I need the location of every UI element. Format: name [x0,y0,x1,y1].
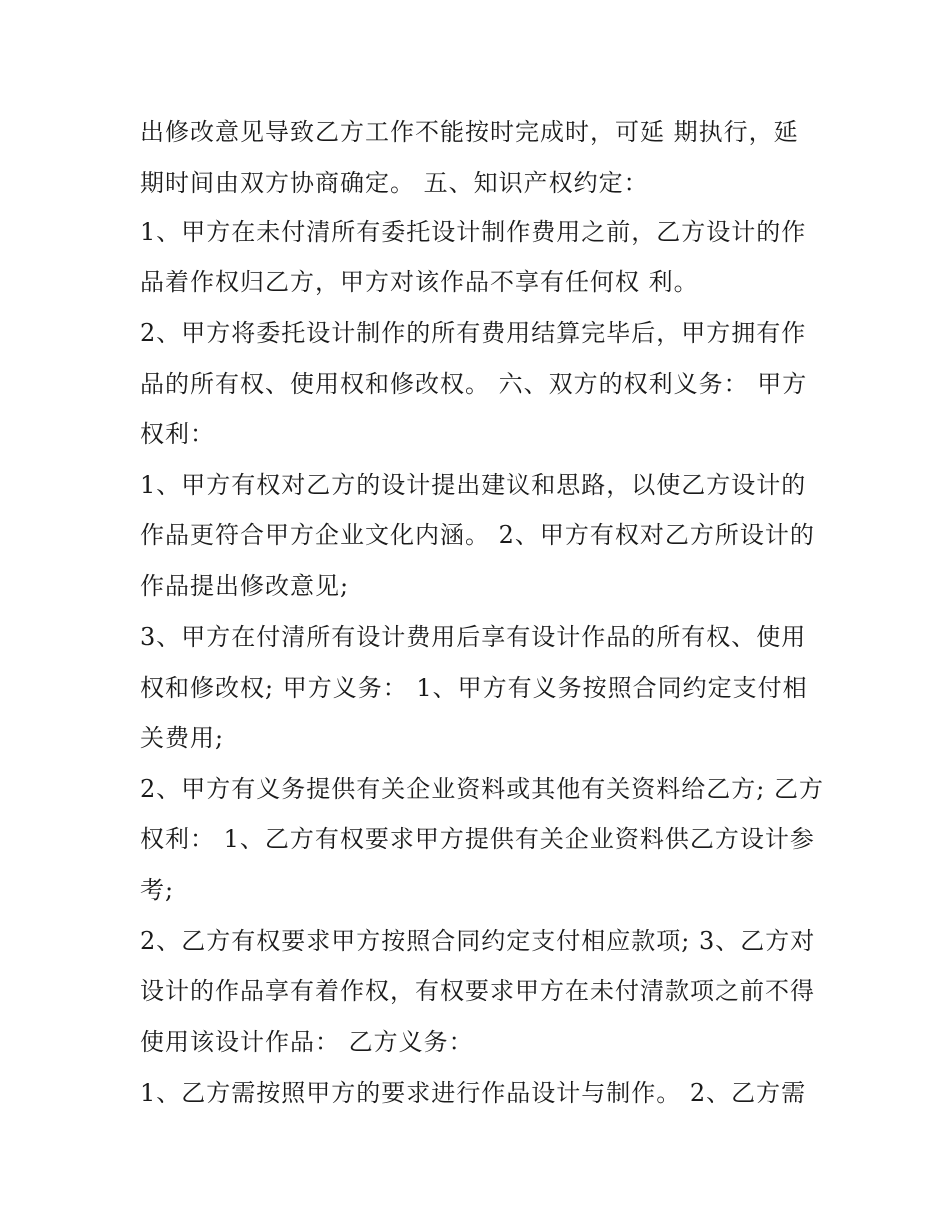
text-line: 2、甲方有义务提供有关企业资料或其他有关资料给乙方; 乙方 [140,775,824,803]
text-line: 关费用; [140,724,225,752]
text-line: 设计的作品享有着作权，有权要求甲方在未付清款项之前不得 [140,977,815,1005]
text-line: 权利： 1、乙方有权要求甲方提供有关企业资料供乙方设计参 [140,825,815,853]
text-line: 2、乙方有权要求甲方按照合同约定支付相应款项; 3、乙方对 [140,927,816,955]
text-line: 权和修改权; 甲方义务： 1、甲方有义务按照合同约定支付相 [140,674,808,702]
text-line: 使用该设计作品： 乙方义务： [140,1028,474,1056]
text-line: 权利： [140,420,215,448]
text-line: 作品提出修改意见; [140,572,350,600]
text-line: 2、甲方将委托设计制作的所有费用结算完毕后，甲方拥有作 [140,319,807,347]
text-line: 品着作权归乙方，甲方对该作品不享有任何权 利。 [140,268,699,296]
text-line: 1、乙方需按照甲方的要求进行作品设计与制作。 2、乙方需 [140,1079,807,1107]
text-line: 1、甲方有权对乙方的设计提出建议和思路，以使乙方设计的 [140,471,807,499]
text-line: 考; [140,876,175,904]
text-line: 1、甲方在未付清所有委托设计制作费用之前，乙方设计的作 [140,218,807,246]
text-line: 品的所有权、使用权和修改权。 六、双方的权利义务： 甲方 [140,370,808,398]
text-line: 作品更符合甲方企业文化内涵。 2、甲方有权对乙方所设计的 [140,521,815,549]
text-line: 出修改意见导致乙方工作不能按时完成时，可延 期执行，延 [140,118,799,146]
text-line: 3、甲方在付清所有设计费用后享有设计作品的所有权、使用 [140,623,807,651]
text-line: 期时间由双方协商确定。 五、知识产权约定： [140,169,649,197]
